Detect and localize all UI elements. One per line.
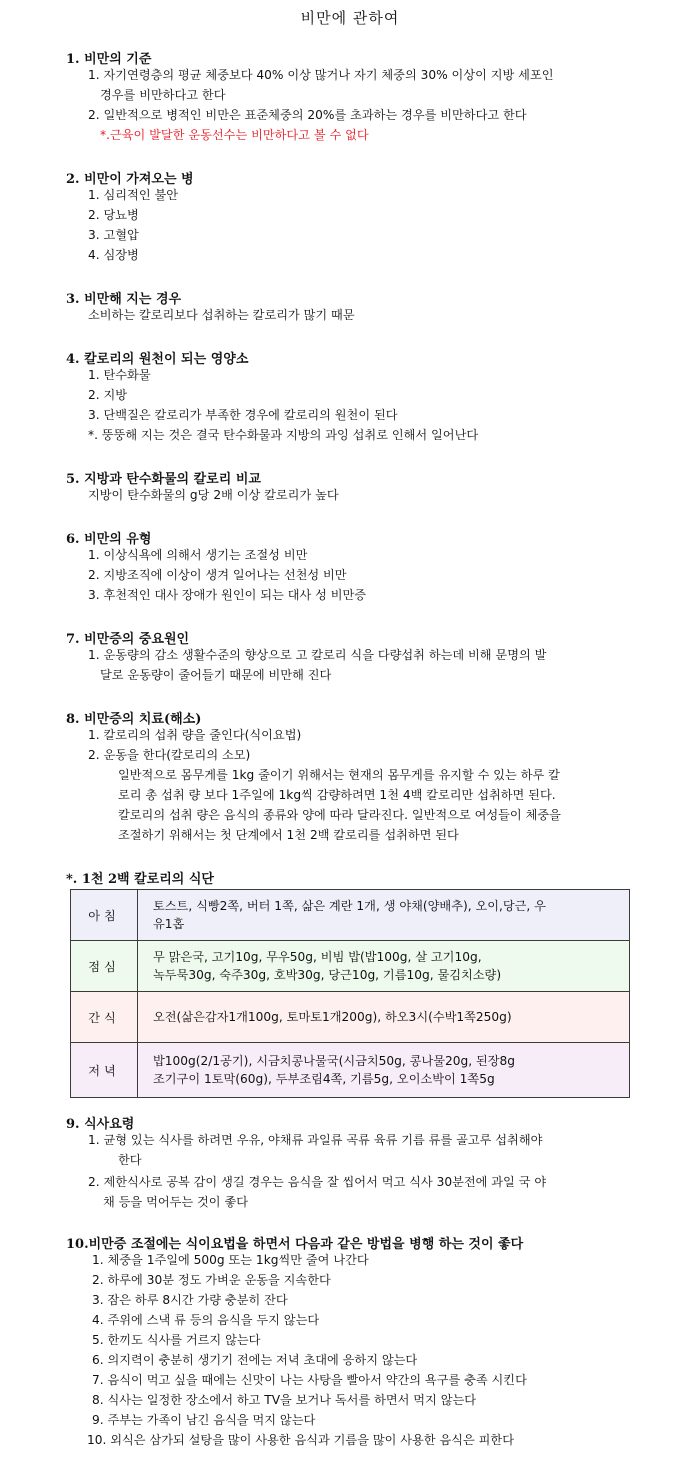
- meal-menu: [138, 992, 630, 1043]
- diet-table: [70, 889, 630, 1098]
- section-9-heading: 9. 식사요령: [66, 1117, 135, 1132]
- list-item: 2. 당뇨병: [88, 208, 139, 222]
- list-item: 8. 식사는 일정한 장소에서 하고 TV을 보거나 독서를 하면서 먹지 않는다: [92, 1393, 477, 1407]
- section-1-item-1: 1. 자기연령층의 평균 체중보다 40% 이상 많거나 자기 체중의 30% 이상이 지방 세포인: [88, 68, 554, 82]
- table-row: [71, 992, 630, 1043]
- section-8-paragraph-line: 로리 총 섭취 량 보다 1주일에 1kg씩 감량하려면 1천 4백 칼로리만 섭취하면 된다.: [118, 788, 556, 802]
- meal-menu: [138, 941, 630, 992]
- list-item: 5. 한끼도 식사를 거르지 않는다: [92, 1333, 261, 1347]
- section-8-paragraph-line: 조절하기 위해서는 첫 단계에서 1천 2백 칼로리를 섭취하면 된다: [118, 828, 459, 842]
- section-9-item-1-cont: 한다: [118, 1153, 142, 1167]
- list-item: 1. 탄수화물: [88, 368, 151, 382]
- list-item: 3. 후천적인 대사 장애가 원인이 되는 대사 성 비만증: [88, 588, 367, 602]
- section-9-item-1: 1. 균형 있는 식사를 하려면 우유, 야채류 과일류 곡류 육류 기름 류를 골고루 섭취해야: [88, 1133, 543, 1147]
- list-item: 1. 이상식욕에 의해서 생기는 조절성 비만: [88, 548, 308, 562]
- section-7-item-1-cont: 달로 운동량이 줄어들기 때문에 비만해 진다: [100, 668, 332, 682]
- menu-line: 무 맑은국, 고기10g, 무우50g, 비빔 밥(밥100g, 살 고기10g,: [153, 950, 482, 964]
- list-item: 4. 심장병: [88, 248, 139, 262]
- section-6-heading: 6. 비만의 유형: [66, 532, 152, 547]
- document-title: 비만에 관하여: [300, 9, 400, 27]
- menu-line: 오전(삶은감자1개100g, 토마토1개200g), 하오3시(수박1쪽250g): [153, 1010, 512, 1024]
- section-8-paragraph-line: 일반적으로 몸무게를 1kg 줄이기 위해서는 현재의 몸무게를 유지할 수 있는 하루 칼: [118, 768, 560, 782]
- list-item: 10. 외식은 삼가되 설탕을 많이 사용한 음식과 기름을 많이 사용한 음식은 피한다: [87, 1433, 514, 1447]
- list-item: 6. 의지력이 충분히 생기기 전에는 저녁 초대에 응하지 않는다: [92, 1353, 418, 1367]
- table-row: [71, 941, 630, 992]
- section-3-heading: 3. 비만해 지는 경우: [66, 292, 182, 307]
- list-item: 3. 잠은 하루 8시간 가량 충분히 잔다: [92, 1293, 288, 1307]
- meal-label: 아침: [71, 890, 138, 941]
- meal-menu: [138, 890, 630, 941]
- list-item: 2. 지방: [88, 388, 128, 402]
- section-1-item-1-cont: 경우를 비만하다고 한다: [100, 88, 226, 102]
- section-9-item-2: 2. 제한식사로 공복 감이 생길 경우는 음식을 잘 씹어서 먹고 식사 30분전에 과일 국 야: [88, 1175, 547, 1189]
- section-8-paragraph-line: 칼로리의 섭취 량은 음식의 종류와 양에 따라 달라진다. 일반적으로 여성들이 체중을: [118, 808, 561, 822]
- meal-menu: [138, 1043, 630, 1098]
- section-1-heading: 1. 비만의 기준: [66, 52, 152, 67]
- list-item: 2. 하루에 30분 정도 가벼운 운동을 지속한다: [92, 1273, 331, 1287]
- section-9-item-2-cont: 채 등을 먹어두는 것이 좋다: [103, 1195, 249, 1209]
- table-row: [71, 890, 630, 941]
- menu-line: 밥100g(2/1공기), 시금치콩나물국(시금치50g, 콩나물20g, 된장8g: [153, 1054, 516, 1068]
- list-item: 2. 지방조직에 이상이 생겨 일어나는 선천성 비만: [88, 568, 347, 582]
- meal-label: 점심: [71, 941, 138, 992]
- section-8-heading: 8. 비만증의 치료(해소): [66, 712, 202, 727]
- section-8-item-2: 2. 운동을 한다(칼로리의 소모): [88, 748, 251, 762]
- section-1-item-2: 2. 일반적으로 병적인 비만은 표준체중의 20%를 초과하는 경우를 비만하다고 한다: [88, 108, 527, 122]
- section-10-heading: 10.비만증 조절에는 식이요법을 하면서 다음과 같은 방법을 병행 하는 것이 좋다: [66, 1237, 524, 1252]
- list-item: 1. 심리적인 불안: [88, 188, 179, 202]
- menu-line: 유1홉: [153, 917, 185, 931]
- list-item: 3. 단백질은 칼로리가 부족한 경우에 칼로리의 원천이 된다: [88, 408, 398, 422]
- menu-line: 녹두묵30g, 숙주30g, 호박30g, 당근10g, 기름10g, 물김치소량): [153, 968, 502, 982]
- menu-line: 토스트, 식빵2쪽, 버터 1쪽, 삶은 계란 1개, 생 야채(양배추), 오이,당근, 우: [153, 899, 546, 913]
- list-item: 3. 고혈압: [88, 228, 139, 242]
- table-row: [71, 1043, 630, 1098]
- diet-heading: *. 1천 2백 칼로리의 식단: [66, 872, 214, 887]
- section-5-heading: 5. 지방과 탄수화물의 칼로리 비교: [66, 472, 261, 487]
- section-5-text: 지방이 탄수화물의 g당 2배 이상 칼로리가 높다: [88, 488, 339, 502]
- meal-label: 간식: [71, 992, 138, 1043]
- list-item: 9. 주부는 가족이 남긴 음식을 먹지 않는다: [92, 1413, 316, 1427]
- section-3-text: 소비하는 칼로리보다 섭취하는 칼로리가 많기 때문: [88, 308, 355, 322]
- list-item: *. 뚱뚱해 지는 것은 결국 탄수화물과 지방의 과잉 섭취로 인해서 일어난다: [88, 428, 479, 442]
- section-1-note: *.근육이 발달한 운동선수는 비만하다고 볼 수 없다: [100, 128, 369, 142]
- section-2-heading: 2. 비만이 가져오는 병: [66, 172, 194, 187]
- section-8-item-1: 1. 칼로리의 섭취 량을 줄인다(식이요법): [88, 728, 302, 742]
- section-4-heading: 4. 칼로리의 원천이 되는 영양소: [66, 352, 249, 367]
- meal-label: 저녁: [71, 1043, 138, 1098]
- list-item: 4. 주위에 스낵 류 등의 음식을 두지 않는다: [92, 1313, 320, 1327]
- section-7-heading: 7. 비만증의 중요원인: [66, 632, 190, 647]
- list-item: 1. 체중을 1주일에 500g 또는 1kg씩만 줄여 나간다: [92, 1253, 369, 1267]
- list-item: 7. 음식이 먹고 싶을 때에는 신맛이 나는 사탕을 빨아서 약간의 욕구를 충족 시킨다: [92, 1373, 527, 1387]
- section-7-item-1: 1. 운동량의 감소 생활수준의 향상으로 고 칼로리 식을 다량섭취 하는데 비해 문명의 발: [88, 648, 547, 662]
- menu-line: 조기구이 1토막(60g), 두부조림4쪽, 기름5g, 오이소박이 1쪽5g: [153, 1072, 495, 1086]
